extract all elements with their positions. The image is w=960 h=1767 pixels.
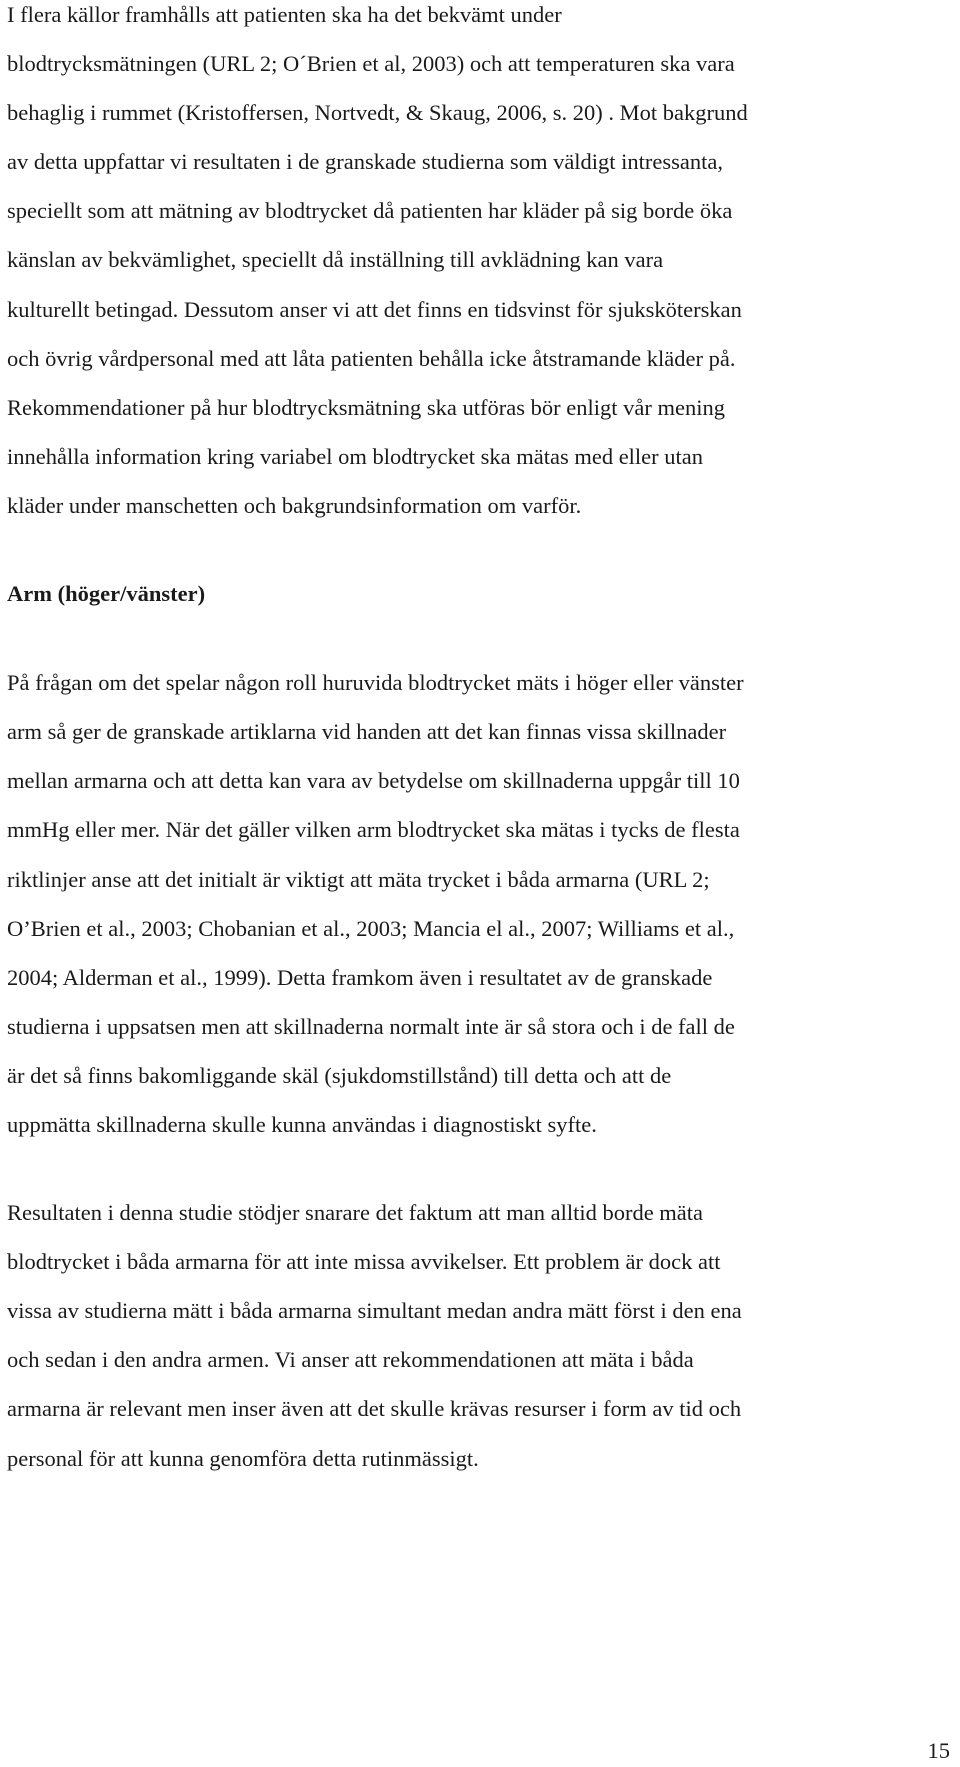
text-line: personal för att kunna genomföra detta rutinmässigt. — [7, 1445, 479, 1471]
text-line: kulturellt betingad. Dessutom anser vi att det finns en tidsvinst för sjuksköterskan — [7, 296, 742, 322]
text-line: arm så ger de granskade artiklarna vid handen att det kan finnas vissa skillnader — [7, 719, 727, 745]
text-line: mellan armarna och att detta kan vara av betydelse om skillnaderna uppgår till 10 — [7, 768, 740, 794]
text-line: På frågan om det spelar någon roll huruvida blodtrycket mäts i höger eller vänster — [7, 670, 744, 696]
text-line: uppmätta skillnaderna skulle kunna användas i diagnostiskt syfte. — [7, 1111, 597, 1137]
text-line: Rekommendationer på hur blodtrycksmätning ska utföras bör enligt vår mening — [7, 394, 725, 420]
text-line: känslan av bekvämlighet, speciellt då inställning till avklädning kan vara — [7, 247, 664, 273]
text-line: riktlinjer anse att det initialt är viktigt att mäta trycket i båda armarna (URL 2; — [7, 866, 710, 892]
text-line: och övrig vårdpersonal med att låta patienten behålla icke åtstramande kläder på. — [7, 345, 736, 371]
document-body — [7, 0, 937, 1483]
paragraph-3 — [7, 1188, 937, 1483]
text-line: blodtrycket i båda armarna för att inte missa avvikelser. Ett problem är dock att — [7, 1249, 721, 1275]
text-line: 2004; Alderman et al., 1999). Detta framkom även i resultatet av de granskade — [7, 964, 713, 990]
text-line: O’Brien et al., 2003; Chobanian et al., 2003; Mancia el al., 2007; Williams et al., — [7, 915, 735, 941]
text-line: innehålla information kring variabel om blodtrycket ska mätas med eller utan — [7, 443, 704, 469]
text-line: kläder under manschetten och bakgrundsinformation om varför. — [7, 492, 582, 518]
text-line: speciellt som att mätning av blodtrycket då patienten har kläder på sig borde öka — [7, 198, 733, 224]
text-line: armarna är relevant men inser även att det skulle krävas resurser i form av tid och — [7, 1396, 742, 1422]
page-number: 15 — [927, 1738, 950, 1763]
section-heading: Arm (höger/vänster) — [7, 581, 206, 607]
text-line: och sedan i den andra armen. Vi anser att rekommendationen att mäta i båda — [7, 1347, 694, 1373]
text-line: av detta uppfattar vi resultaten i de granskade studierna som väldigt intressanta, — [7, 149, 724, 175]
text-line: I flera källor framhålls att patienten ska ha det bekvämt under — [7, 2, 562, 27]
text-line: studierna i uppsatsen men att skillnaderna normalt inte är så stora och i de fall de — [7, 1013, 735, 1039]
text-line: blodtrycksmätningen (URL 2; O´Brien et al, 2003) och att temperaturen ska vara — [7, 51, 735, 77]
text-line: är det så finns bakomliggande skäl (sjukdomstillstånd) till detta och att de — [7, 1062, 672, 1088]
paragraph-1 — [7, 0, 937, 530]
text-line: mmHg eller mer. När det gäller vilken arm blodtrycket ska mätas i tycks de flesta — [7, 817, 740, 843]
paragraph-2 — [7, 658, 937, 1149]
text-line: behaglig i rummet (Kristoffersen, Nortvedt, & Skaug, 2006, s. 20) . Mot bakgrund — [7, 100, 748, 126]
text-line: vissa av studierna mätt i båda armarna simultant medan andra mätt först i den ena — [7, 1298, 742, 1324]
text-line: Resultaten i denna studie stödjer snarare det faktum att man alltid borde mäta — [7, 1200, 704, 1226]
